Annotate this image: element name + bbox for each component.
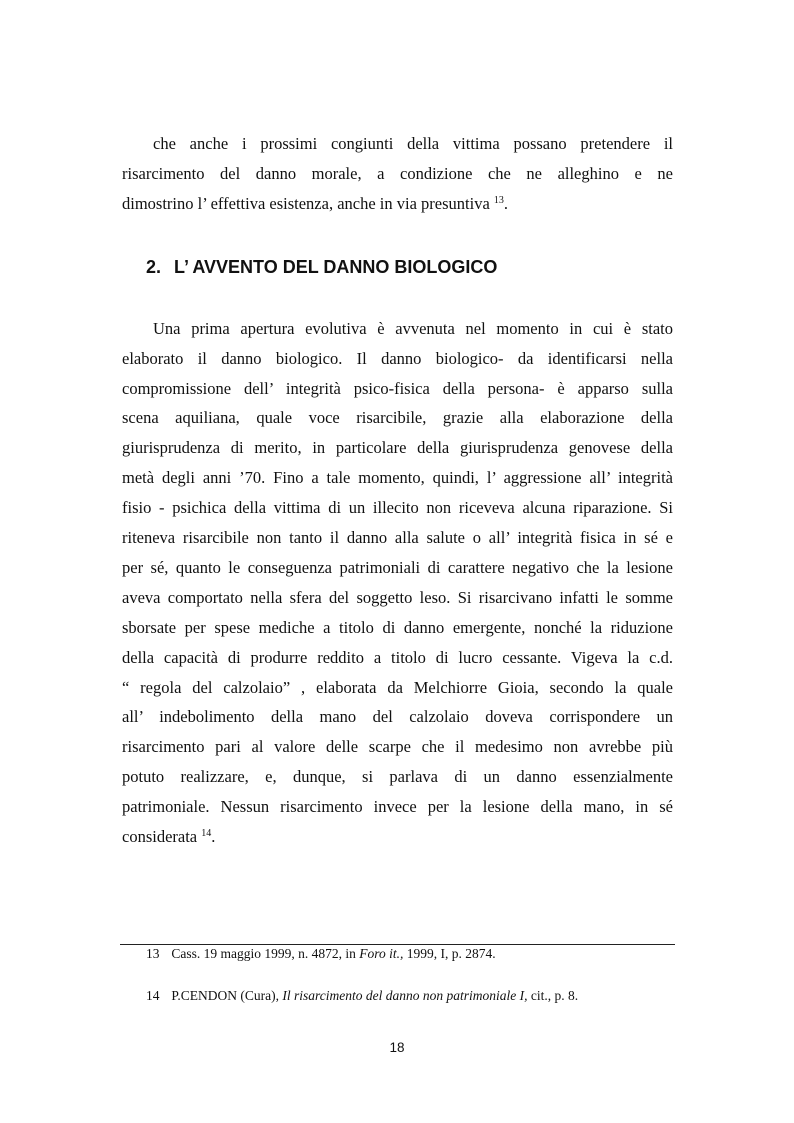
section-heading bbox=[146, 256, 497, 278]
text-line bbox=[122, 194, 673, 214]
text-line: potuto realizzare, e, dunque, si parlava di un danno essenzialmente bbox=[122, 767, 673, 786]
footnote-italic: Il risarcimento del danno non patrimoniale I, bbox=[282, 988, 528, 1003]
text-line: elaborato il danno biologico. Il danno biologico- da identificarsi nella bbox=[122, 349, 673, 368]
footnote-number: 14 bbox=[146, 988, 160, 1003]
text-line: compromissione dell’ integrità psico-fisica della persona- è apparso sulla bbox=[122, 379, 673, 398]
footnote bbox=[146, 945, 496, 963]
text-line: “ regola del calzolaio” , elaborata da Melchiorre Gioia, secondo la quale bbox=[122, 678, 673, 697]
text-line: all’ indebolimento della mano del calzolaio doveva corrispondere un bbox=[122, 707, 673, 726]
footnote-text: P.CENDON (Cura), bbox=[171, 988, 283, 1003]
text-line-content: considerata bbox=[122, 827, 198, 846]
text-line: sborsate per spese mediche a titolo di danno emergente, nonché la riduzione bbox=[122, 618, 673, 637]
footnote-number: 13 bbox=[146, 946, 160, 961]
text-line: risarcimento del danno morale, a condizione che ne alleghino e ne bbox=[122, 164, 673, 183]
text-line-content: dimostrino l’ effettiva esistenza, anche in via presuntiva bbox=[122, 194, 490, 213]
footnote-text-end: cit., p. 8. bbox=[527, 988, 579, 1003]
footnote-reference: 13 bbox=[493, 195, 504, 206]
footnote bbox=[146, 987, 578, 1005]
sentence-end: . bbox=[503, 194, 509, 213]
section-title: L’ AVVENTO DEL DANNO BIOLOGICO bbox=[174, 257, 498, 277]
text-line: per sé, quanto le conseguenza patrimoniali di carattere negativo che la lesione bbox=[122, 558, 673, 577]
text-line: scena aquiliana, quale voce risarcibile, grazie alla elaborazione della bbox=[122, 408, 673, 427]
footnote-italic: Foro it., bbox=[359, 946, 404, 961]
text-line bbox=[122, 827, 673, 847]
footnote-text: Cass. 19 maggio 1999, n. 4872, in bbox=[171, 946, 360, 961]
text-line: patrimoniale. Nessun risarcimento invece per la lesione della mano, in sé bbox=[122, 797, 673, 816]
text-line: aveva comportato nella sfera del soggetto leso. Si risarcivano infatti le somme bbox=[122, 588, 673, 607]
text-line: metà degli anni ’70. Fino a tale momento, quindi, l’ aggressione all’ integrità bbox=[122, 468, 673, 487]
text-line: Una prima apertura evolutiva è avvenuta nel momento in cui è stato bbox=[153, 319, 673, 338]
sentence-end: . bbox=[211, 827, 216, 846]
text-line: della capacità di produrre reddito a titolo di lucro cessante. Vigeva la c.d. bbox=[122, 648, 673, 667]
text-line: risarcimento pari al valore delle scarpe che il medesimo non avrebbe più bbox=[122, 737, 673, 756]
text-line: giurisprudenza di merito, in particolare della giurisprudenza genovese della bbox=[122, 438, 673, 457]
section-number: 2. bbox=[146, 257, 162, 277]
text-line: riteneva risarcibile non tanto il danno alla salute o all’ integrità fisica in sé e bbox=[122, 528, 673, 547]
text-line: fisio - psichica della vittima di un illecito non riceveva alcuna riparazione. Si bbox=[122, 498, 673, 517]
footnote-text-end: 1999, I, p. 2874. bbox=[403, 946, 496, 961]
text-line: che anche i prossimi congiunti della vittima possano pretendere il bbox=[153, 134, 673, 153]
page-number: 18 bbox=[389, 1040, 405, 1055]
footnote-reference: 14 bbox=[201, 828, 212, 839]
